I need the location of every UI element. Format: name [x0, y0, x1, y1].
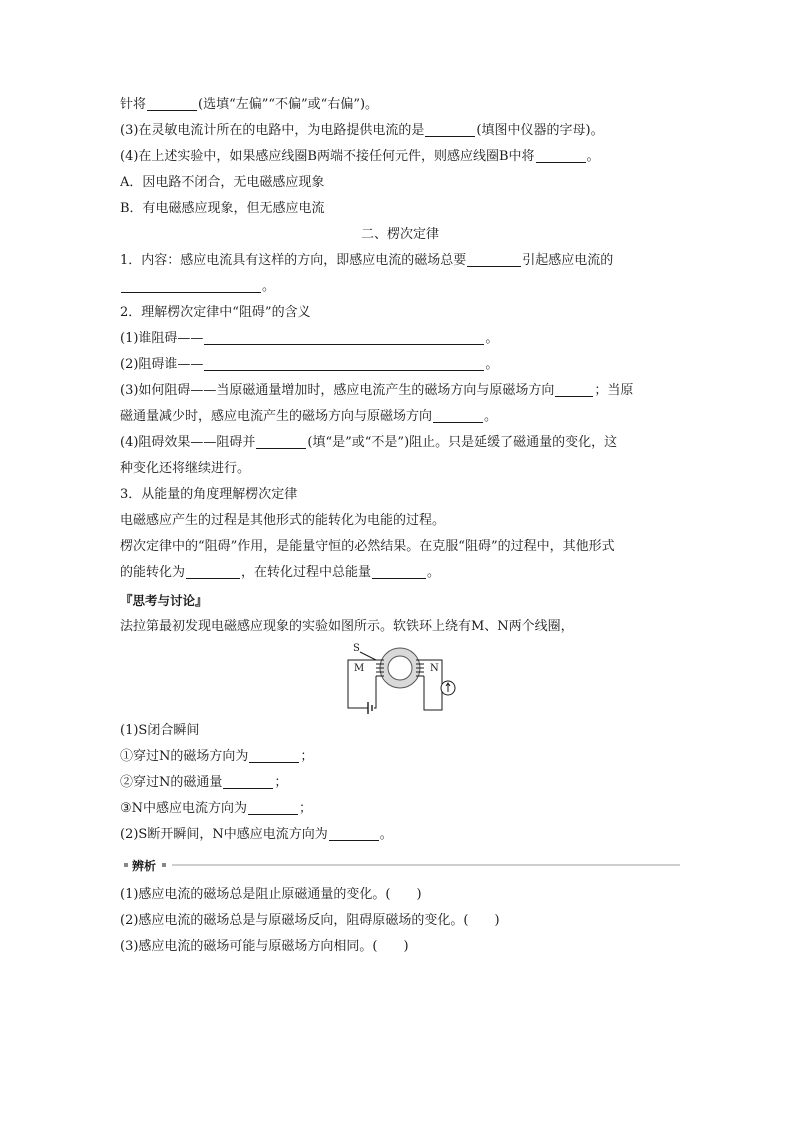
answer-blank[interactable] — [372, 563, 426, 579]
judgement-item: (1)感应电流的磁场总是阻止原磁通量的变化。( ) — [120, 887, 422, 902]
text-line: (1)S闭合瞬间 — [120, 723, 200, 738]
divider-square — [124, 863, 128, 867]
subheading: 3．从能量的角度理解楞次定律 — [120, 487, 298, 502]
divider-rule — [172, 864, 680, 866]
label-s: S — [353, 643, 360, 654]
answer-blank[interactable] — [555, 381, 593, 397]
answer-blank[interactable] — [256, 433, 306, 449]
text-line: 磁通量减少时，感应电流产生的磁场方向与原磁场方向 。 — [120, 409, 498, 424]
text-line: 针将 (选填“左偏”“不偏”或“右偏”)。 — [120, 97, 379, 112]
text-line: (2)S断开瞬间，N中感应电流方向为 。 — [120, 827, 393, 842]
text-line: (2)阻碍谁—— 。 — [120, 357, 499, 372]
judgement-item: (2)感应电流的磁场总是与原磁场反向，阻碍原磁场的变化。( ) — [120, 913, 500, 928]
answer-blank[interactable] — [204, 329, 484, 345]
answer-blank[interactable] — [536, 147, 586, 163]
answer-blank[interactable] — [433, 407, 483, 423]
subheading: 2．理解楞次定律中“阻碍”的含义 — [120, 305, 311, 320]
text-line: ②穿过N的磁通量 ； — [120, 775, 288, 790]
text-line: 电磁感应产生的过程是其他形式的能转化为电能的过程。 — [120, 513, 446, 528]
section-heading: 二、楞次定律 — [360, 227, 439, 242]
answer-blank[interactable] — [329, 825, 379, 841]
text-line: ③N中感应电流方向为 ； — [120, 801, 313, 816]
answer-blank[interactable] — [186, 563, 240, 579]
answer-blank[interactable] — [248, 799, 298, 815]
label-n: N — [430, 663, 439, 674]
faraday-ring-figure — [120, 640, 680, 718]
text-line: (3)如何阻碍——当原磁通量增加时，感应电流产生的磁场方向与原磁场方向 ；当原 — [120, 383, 634, 398]
text-line: (4)在上述实验中，如果感应线圈B两端不接任何元件，则感应线圈B中将 。 — [120, 149, 600, 164]
text-line: (4)阻碍效果——阻碍并 (填“是”或“不是”)阻止。只是延缓了磁通量的变化，这 — [120, 435, 618, 450]
circuit-diagram — [338, 642, 462, 716]
answer-blank[interactable] — [223, 773, 273, 789]
label-m: M — [354, 663, 365, 674]
text-line: 。 — [120, 274, 680, 300]
answer-blank[interactable] — [147, 95, 197, 111]
text-line: 楞次定律中的“阻碍”作用，是能量守恒的必然结果。在克服“阻碍”的过程中，其他形式 — [120, 539, 615, 554]
answer-blank[interactable] — [121, 277, 261, 293]
text-line: 法拉第最初发现电磁感应现象的实验如图所示。软铁环上绕有M、N两个线圈， — [120, 619, 574, 634]
option-b: B．有电磁感应现象，但无感应电流 — [120, 201, 325, 216]
document-page — [120, 92, 680, 960]
answer-blank[interactable] — [467, 251, 521, 267]
option-a: A．因电路不闭合，无电磁感应现象 — [120, 175, 325, 190]
text-line: ①穿过N的磁场方向为 ； — [120, 749, 314, 764]
text-line: 种变化还将继续进行。 — [120, 461, 251, 476]
think-discuss-heading: 『思考与讨论』 — [120, 593, 208, 608]
judgement-item: (3)感应电流的磁场可能与原磁场方向相同。( ) — [120, 939, 409, 954]
analysis-divider — [120, 852, 680, 878]
answer-blank[interactable] — [249, 747, 299, 763]
divider-square — [162, 863, 166, 867]
text-line: 1．内容：感应电流具有这样的方向，即感应电流的磁场总要 引起感应电流的 — [120, 253, 614, 268]
answer-blank[interactable] — [204, 355, 484, 371]
text-line: (3)在灵敏电流计所在的电路中，为电路提供电流的是 (填图中仪器的字母)。 — [120, 123, 604, 138]
text-line: 的能转化为 ，在转化过程中总能量 。 — [120, 565, 441, 580]
analysis-heading: 辨析 — [132, 858, 157, 873]
text-line: (1)谁阻碍—— 。 — [120, 331, 499, 346]
answer-blank[interactable] — [425, 121, 475, 137]
